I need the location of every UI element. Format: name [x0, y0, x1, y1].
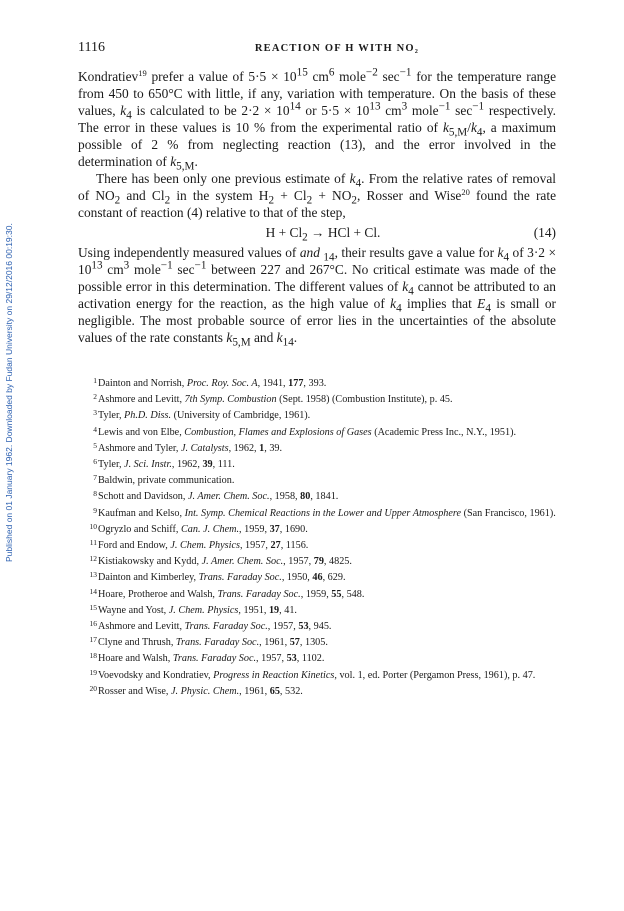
reference-item — [86, 504, 556, 520]
reference-item — [86, 649, 556, 665]
reference-details: (Academic Press Inc., N.Y., 1951). — [371, 426, 517, 438]
reference-pages: , 393. — [303, 378, 327, 389]
reference-authors: Ashmore and Tyler, — [98, 442, 182, 454]
reference-source: Trans. Faraday Soc. — [217, 588, 301, 600]
reference-item — [86, 633, 556, 649]
reference-authors: Tyler, — [98, 410, 125, 422]
reference-pages: , 532. — [279, 685, 303, 697]
reference-number: 6 — [93, 457, 97, 467]
reference-authors: Ashmore and Levitt, — [98, 394, 185, 406]
reference-number: 18 — [89, 651, 97, 661]
reference-number: 15 — [89, 602, 97, 612]
reference-details: , 1950, — [281, 572, 313, 584]
reference-source: Ph.D. Diss. — [124, 410, 172, 422]
reference-authors: Lewis and von Elbe, — [98, 426, 185, 438]
reference-authors: Dainton and Norrish, — [98, 378, 187, 389]
reference-authors: Tyler, — [98, 459, 125, 471]
reference-item — [86, 487, 556, 503]
running-title: REACTION OF H WITH NO₂ — [254, 43, 420, 54]
reference-pages: , 1841. — [310, 491, 339, 503]
reference-details: , 1962, — [228, 442, 260, 454]
reference-number: 16 — [89, 619, 97, 629]
equation-body: $H + Cl_2$ → HCl + Cl. — [265, 225, 381, 244]
reference-item — [86, 439, 556, 455]
reference-details: , 1962, — [171, 459, 203, 471]
reference-number: 11 — [89, 538, 97, 548]
reference-authors: Hoare and Walsh, — [98, 653, 173, 665]
reference-volume: 177 — [288, 378, 304, 389]
reference-source: J. Amer. Chem. Soc. — [201, 556, 284, 568]
reference-volume: 55 — [331, 588, 342, 600]
reference-volume: 65 — [269, 685, 280, 697]
page-number: 1116 — [78, 40, 105, 55]
reference-number: 7 — [93, 473, 97, 483]
reference-item — [86, 568, 556, 584]
reference-volume: 53 — [298, 621, 309, 633]
reference-item — [86, 682, 556, 698]
reference-details: , 1958, — [269, 491, 301, 503]
reference-details: , 1957, — [267, 621, 299, 633]
reference-source: Trans. Faraday Soc. — [198, 572, 282, 584]
reference-source: Trans. Faraday Soc. — [175, 637, 260, 649]
reference-source: Trans. Faraday Soc. — [172, 653, 257, 665]
reference-details: (University of Cambridge, 1961). — [171, 410, 311, 422]
reference-volume: 57 — [289, 637, 300, 649]
reference-item — [86, 390, 556, 406]
reference-list — [78, 374, 556, 698]
equation-14 — [78, 223, 556, 242]
reference-pages: , 945. — [308, 621, 332, 633]
reference-pages: , 1690. — [279, 523, 308, 535]
reference-source: Int. Symp. Chemical Reactions in the Lower and Upper Atmosphere — [184, 507, 462, 519]
reference-source: Trans. Faraday Soc. — [184, 621, 268, 633]
reference-item — [86, 471, 556, 487]
reference-source: Combustion, Flames and Explosions of Gases — [184, 426, 372, 438]
reference-details: , 1951, — [238, 604, 269, 616]
reference-authors: Baldwin, private communication. — [98, 475, 235, 487]
reference-pages: , 41. — [279, 604, 297, 616]
reference-source: Can. J. Chem. — [181, 523, 240, 535]
reference-item — [86, 536, 556, 552]
reference-pages: , 629. — [322, 572, 346, 584]
reference-number: 8 — [93, 489, 97, 499]
reference-source: J. Catalysts — [181, 442, 229, 454]
reference-item — [86, 666, 556, 682]
reference-number: 13 — [89, 570, 97, 580]
reference-details: (Sept. 1958) (Combustion Institute), p. 45. — [276, 394, 453, 406]
reference-number: 1 — [93, 376, 97, 385]
reference-item — [86, 455, 556, 471]
reference-authors: Rosser and Wise, — [98, 685, 171, 697]
reference-number: 2 — [93, 392, 97, 402]
reference-number: 4 — [93, 424, 97, 434]
equation-number: (14) — [533, 225, 556, 240]
reference-pages: , 39. — [264, 442, 283, 454]
reference-volume: 46 — [312, 572, 323, 584]
download-watermark: Published on 01 January 1962. Downloaded by Fudan University on 29/12/2016 00:19:30. — [4, 223, 14, 563]
reference-item — [86, 601, 556, 617]
reference-number: 17 — [89, 635, 97, 645]
reference-authors: Hoare, Protheroe and Walsh, — [98, 588, 218, 600]
reference-details: , 1957, — [283, 556, 314, 568]
reference-pages: , 548. — [341, 588, 365, 600]
reference-number: 5 — [93, 440, 97, 450]
reference-volume: 80 — [300, 491, 311, 503]
reference-item — [86, 520, 556, 536]
reference-volume: 79 — [313, 556, 324, 568]
reference-number: 10 — [89, 521, 97, 531]
reference-details: , vol. 1, ed. Porter (Pergamon Press, 1961), p. 47. — [334, 669, 536, 681]
reference-authors: Clyne and Thrush, — [98, 637, 176, 649]
reference-volume: 1 — [259, 442, 265, 454]
reference-authors: Dainton and Kimberley, — [98, 572, 199, 584]
reference-details: , 1941, — [257, 378, 289, 389]
reference-pages: , 111. — [212, 459, 235, 471]
paragraph-1: Kondratiev$^{19}$ prefer a value of $5\cdot 5 \times 10^{15}$ $cm^6$ mole$^{-2}$ $\sec^{-1}$ for the temperature range from 450 to 650°C with little, if any, variation with temperature. On the basis of these values, $k_4$ is calculated to be $2\cdot 2 \times 10^{14}$ or $5\cdot 5 \times 10^{13}$ $cm^3$ mole$^{-1}$ $\sec^{-1}$ respectively. The error in these values is 10 % from the experimental ratio of $k_{5,M}/k_4$, a maximum possible of 2 % from neglecting reaction (13), and the error involved in the determination of $k_{5,M}$. — [78, 66, 557, 173]
reference-pages: , 1156. — [280, 540, 309, 552]
reference-source: J. Chem. Physics — [170, 540, 240, 552]
reference-authors: Ford and Endow, — [98, 540, 171, 552]
reference-source: J. Sci. Instr. — [124, 459, 172, 471]
reference-number: 3 — [93, 408, 97, 418]
reference-item — [86, 423, 556, 439]
reference-volume: 39 — [202, 459, 213, 471]
reference-authors: Kaufman and Kelso, — [98, 507, 185, 519]
reference-item — [86, 617, 556, 633]
reference-source: J. Chem. Physics — [168, 604, 239, 616]
page-header — [78, 40, 556, 60]
reference-source: Proc. Roy. Soc. A — [186, 378, 258, 389]
reference-source: J. Physic. Chem. — [170, 685, 240, 697]
reference-number: 9 — [93, 505, 97, 515]
reference-volume: 37 — [269, 523, 280, 535]
reference-details: , 1957, — [256, 653, 287, 665]
journal-page — [78, 40, 556, 698]
reference-source: 7th Symp. Combustion — [184, 394, 277, 406]
reference-pages: , 1102. — [296, 653, 325, 665]
reference-volume: 27 — [270, 540, 281, 552]
paragraph-3: Using independently measured values of and $_{14}$, their results gave a value for $k_4$ of $3\cdot 2 \times 10^{13}$ $cm^3$ mole$^{-1}$ $\sec^{-1}$ between 227 and 267°C. No critical estimate was made of the possible error in this determination. The different values of $k_4$ cannot be attributed to an activation energy for the reaction, as the high value of $k_4$ implies that $E_4$ is small or negligible. The most probable source of error lies in the uncertainties of the absolute values of the rate constants $k_{5,M}$ and $k_{14}$. — [78, 245, 556, 349]
reference-source: Progress in Reaction Kinetics — [213, 669, 335, 681]
reference-item — [86, 585, 556, 601]
reference-authors: Voevodsky and Kondratiev, — [98, 669, 214, 681]
reference-item — [86, 374, 556, 390]
reference-details: , 1959, — [239, 523, 270, 535]
reference-authors: Wayne and Yost, — [98, 604, 169, 616]
reference-source: J. Amer. Chem. Soc. — [187, 491, 270, 503]
reference-details: , 1961, — [239, 685, 270, 697]
reference-number: 12 — [89, 554, 97, 564]
reference-item — [86, 406, 556, 422]
reference-item — [86, 552, 556, 568]
reference-volume: 53 — [286, 653, 297, 665]
reference-number: 20 — [89, 683, 97, 693]
reference-volume: 19 — [268, 604, 280, 616]
reference-authors: Ogryzlo and Schiff, — [98, 523, 181, 535]
reference-number: 19 — [89, 667, 97, 677]
reference-details: (San Francisco, 1961). — [461, 507, 556, 519]
reference-pages: , 1305. — [299, 637, 328, 649]
reference-number: 14 — [89, 586, 97, 596]
reference-authors: Kistiakowsky and Kydd, — [98, 556, 202, 568]
reference-authors: Schott and Davidson, — [98, 491, 188, 503]
reference-details: , 1959, — [300, 588, 332, 600]
reference-details: , 1961, — [259, 637, 290, 649]
reference-pages: , 4825. — [323, 556, 352, 568]
reference-details: , 1957, — [239, 540, 271, 552]
paragraph-2: There has been only one previous estimate of $k_4$. From the relative rates of removal of $NO_2$ and $Cl_2$ in the system $H_2 + Cl_2 + NO_2$, Rosser and Wise$^{20}$ found the rate constant of reaction (4) relative to that of the step, — [78, 171, 557, 220]
reference-authors: Ashmore and Levitt, — [98, 621, 185, 633]
